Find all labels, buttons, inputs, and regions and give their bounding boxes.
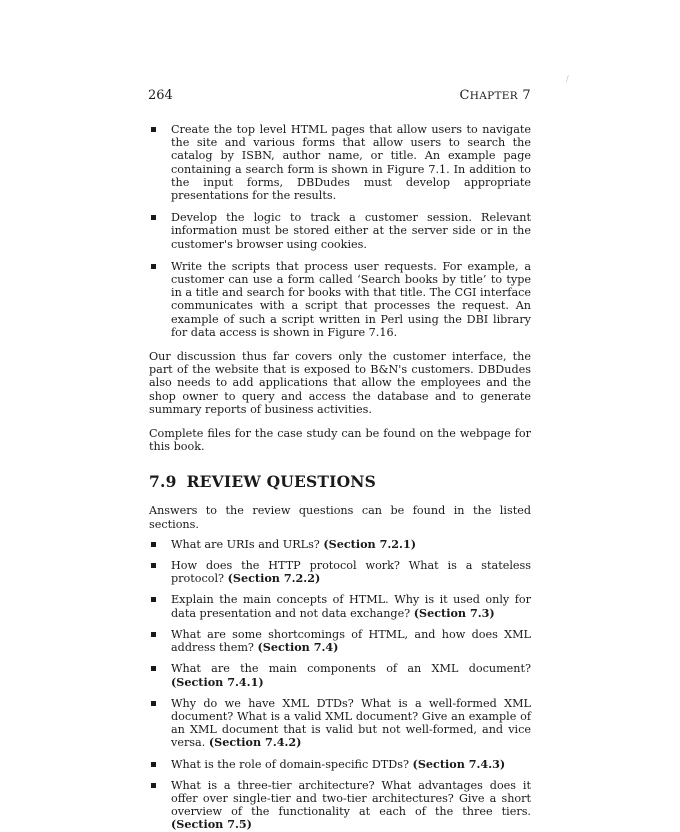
bullet-icon: [151, 542, 156, 547]
list-item: [149, 559, 531, 585]
section-reference: (Section 7.4.1): [171, 674, 264, 689]
list-item-text: Develop the logic to track a customer session. Relevant information must be stored either at the server side or in the customer's browser using cookies.: [171, 211, 531, 251]
list-item: [149, 758, 531, 771]
review-question-list: [149, 538, 531, 832]
page-body: [149, 123, 531, 832]
list-item-text: Write the scripts that process user requests. For example, a customer can use a form called ‘Search books by title’ to type in a title and search for books with that title. The CGI interface communicates with a script that processes the request. An example of such a script written in Perl using the DBI library for data access is shown in Figure 7.16.: [171, 259, 531, 339]
chapter-number: 7: [522, 88, 531, 103]
list-item: [149, 662, 531, 688]
review-intro: Answers to the review questions can be found in the listed sections.: [149, 504, 531, 531]
section-number: 7.9: [149, 472, 177, 492]
list-item-text: Create the top level HTML pages that allow users to navigate the site and various forms that allow users to search the catalog by ISBN, author name, or title. An example page containing a search form is shown in Figure 7.1. In addition to the input forms, DBDudes must develop appropriate presentations for the results.: [171, 123, 531, 203]
bullet-icon: [151, 563, 156, 568]
section-title: REVIEW QUESTIONS: [186, 472, 377, 492]
bullet-icon: [151, 783, 156, 788]
list-item: [149, 260, 531, 339]
bullet-icon: [151, 127, 156, 132]
bullet-icon: [151, 264, 156, 269]
page-number: 264: [148, 88, 173, 103]
task-list: [149, 123, 531, 339]
section-reference: (Section 7.3): [413, 605, 495, 620]
question-text: Explain the main concepts of HTML. Why is it used only for data presentation and not data exchange?: [171, 593, 531, 620]
list-item: [149, 211, 531, 251]
list-item: [149, 697, 531, 750]
paragraph-customer-interface: Our discussion thus far covers only the customer interface, the part of the website that is exposed to B&N's customers. DBDudes also needs to add applications that allow the employees and the shop owner to query and access the database and to generate summary reports of business activities.: [149, 350, 531, 416]
chapter-heading: [460, 89, 531, 103]
section-reference: (Section 7.2.2): [227, 571, 321, 586]
section-reference: (Section 7.4.3): [412, 756, 506, 771]
question-text: What are URIs and URLs?: [171, 537, 320, 551]
list-item: [149, 628, 531, 654]
bullet-icon: [151, 215, 156, 220]
corner-mark: /: [566, 74, 569, 83]
section-reference: (Section 7.4.2): [208, 735, 302, 750]
question-text: Why do we have XML DTDs? What is a well-formed XML document? What is a valid XML document? Give an example of an XML document that is valid but not well-formed, and vice versa.: [171, 696, 531, 750]
paragraph-case-study-files: Complete files for the case study can be found on the webpage for this book.: [149, 427, 531, 454]
list-item: [149, 779, 531, 832]
list-item: [149, 538, 531, 551]
bullet-icon: [151, 762, 156, 767]
section-heading: [149, 473, 531, 491]
section-reference: (Section 7.5): [171, 817, 252, 832]
question-text: What is the role of domain-specific DTDs?: [171, 757, 409, 771]
bullet-icon: [151, 666, 156, 671]
question-text: What are some shortcomings of HTML, and how does XML address them?: [171, 627, 531, 655]
chapter-initial: C: [459, 88, 470, 103]
chapter-word: HAPTER: [469, 90, 518, 102]
question-text: What is a three-tier architecture? What advantages does it offer over single-tier and two-tier architectures? Give a short overview of the functionality at each of the three tiers.: [171, 778, 531, 819]
section-reference: (Section 7.2.1): [323, 536, 417, 551]
section-reference: (Section 7.4): [257, 640, 339, 655]
list-item: [149, 123, 531, 202]
list-item: [149, 593, 531, 619]
question-text: How does the HTTP protocol work? What is a stateless protocol?: [171, 559, 531, 586]
bullet-icon: [151, 701, 156, 706]
bullet-icon: [151, 597, 156, 602]
bullet-icon: [151, 632, 156, 637]
question-text: What are the main components of an XML document?: [171, 662, 531, 676]
